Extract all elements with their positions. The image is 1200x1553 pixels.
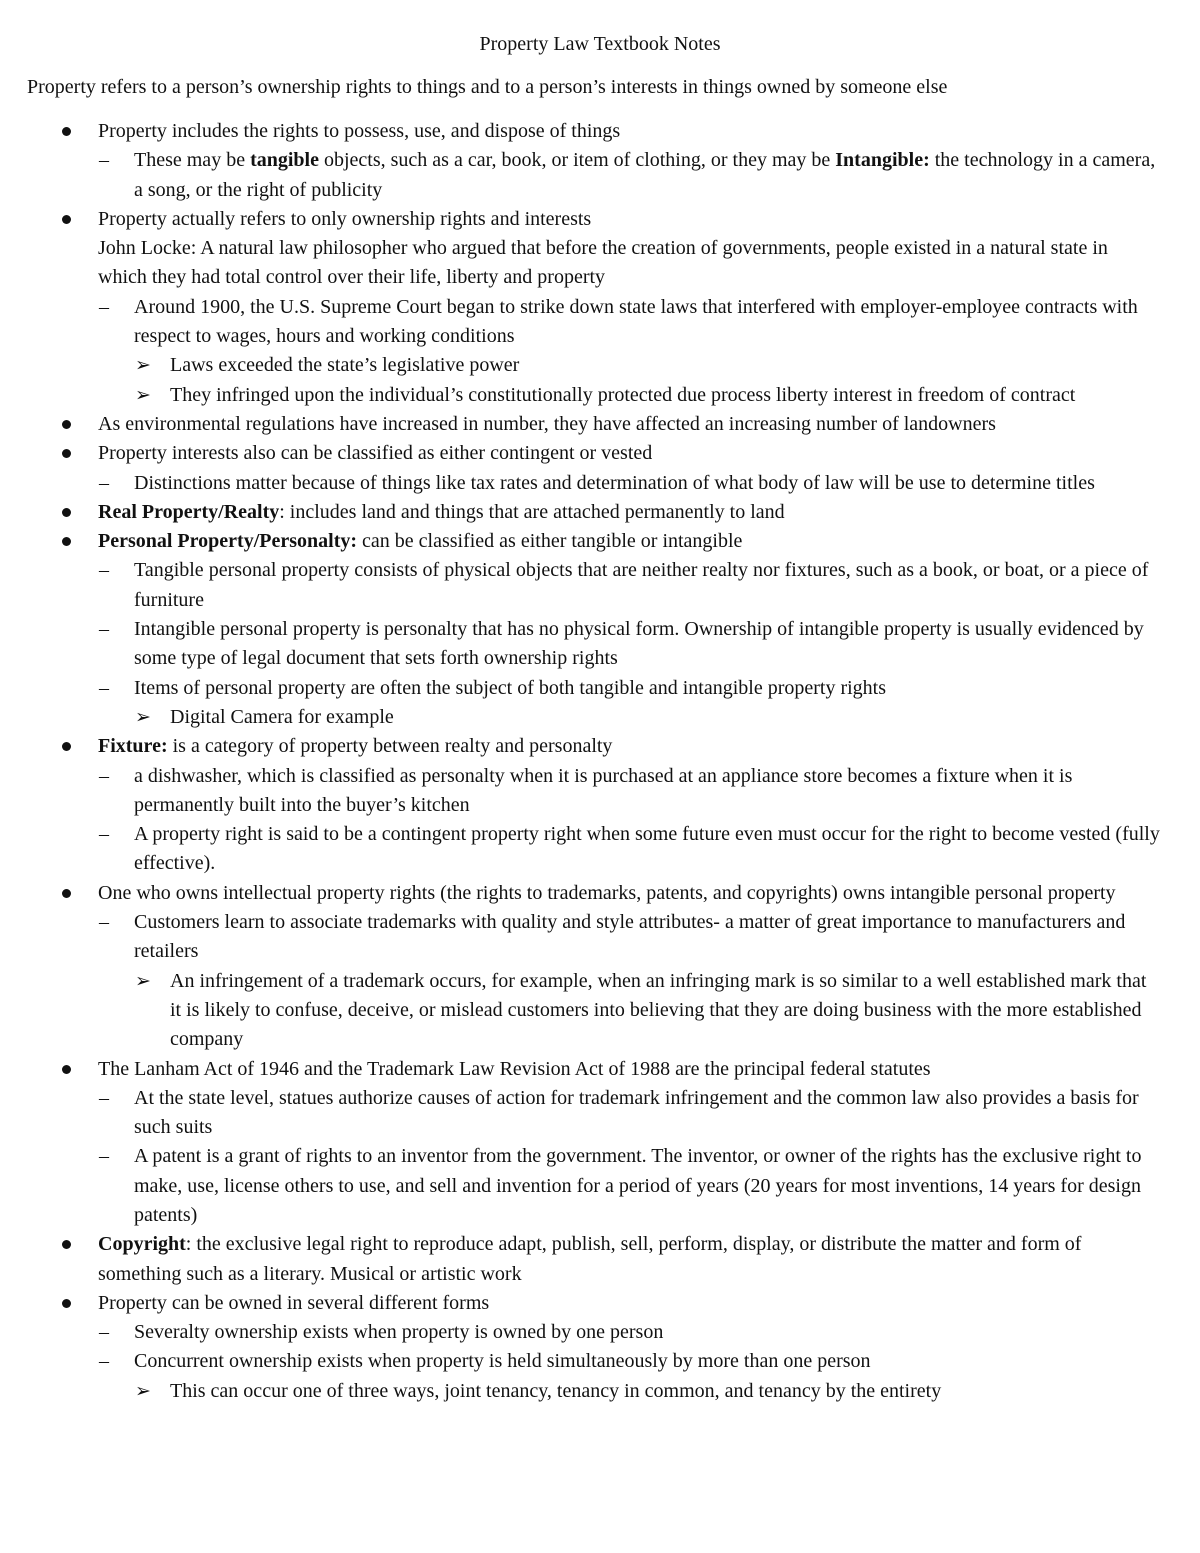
- list-item: Fixture: is a category of property between realty and personalty: [0, 732, 1160, 761]
- dash-icon: –: [99, 764, 109, 787]
- bullet-icon: [58, 498, 78, 527]
- list-item: The Lanham Act of 1946 and the Trademark Law Revision Act of 1988 are the principal federal statutes: [0, 1055, 1160, 1084]
- bullet-icon: [58, 410, 78, 439]
- bold-term: Real Property/Realty: [98, 500, 280, 523]
- list-item: Property interests also can be classified as either contingent or vested: [0, 439, 1160, 468]
- bullet-icon: [58, 732, 78, 761]
- bold-term: Personal Property/Personalty:: [98, 530, 358, 553]
- list-item: Real Property/Realty: includes land and things that are attached permanently to land: [0, 498, 1160, 527]
- intro-paragraph: Property refers to a person’s ownership rights to things and to a person’s interests in things owned by someone else: [27, 76, 948, 98]
- list-item: – Severalty ownership exists when property is owned by one person: [0, 1318, 1160, 1347]
- bullet-icon: [58, 527, 78, 556]
- list-item: – A property right is said to be a contingent property right when some future even must occur for the right to become vested (fully effective).: [0, 820, 1160, 879]
- dash-icon: –: [99, 911, 109, 934]
- list-item: ➢ This can occur one of three ways, joint tenancy, tenancy in common, and tenancy by the entirety: [0, 1377, 1160, 1406]
- bullet-icon: [58, 1230, 78, 1259]
- list-item: ➢ An infringement of a trademark occurs, for example, when an infringing mark is so similar to a well established mark that it is likely to confuse, deceive, or mislead customers into believing that they are doing business with the more established company: [0, 967, 1160, 1055]
- list-item: – Items of personal property are often the subject of both tangible and intangible property rights: [0, 674, 1160, 703]
- dash-icon: –: [99, 471, 109, 494]
- list-item: ➢ Laws exceeded the state’s legislative power: [0, 351, 1160, 380]
- list-item: Copyright: the exclusive legal right to reproduce adapt, publish, sell, perform, display, or distribute the matter and form of something such as a literary. Musical or artistic work: [0, 1230, 1160, 1289]
- bullet-icon: [58, 205, 78, 234]
- arrow-icon: ➢: [135, 970, 151, 992]
- bold-term: tangible: [250, 149, 319, 172]
- list-item: ➢ Digital Camera for example: [0, 703, 1160, 732]
- arrow-icon: ➢: [135, 355, 151, 377]
- list-item: – a dishwasher, which is classified as personalty when it is purchased at an appliance store becomes a fixture when it is permanently built into the buyer’s kitchen: [0, 762, 1160, 821]
- dash-icon: –: [99, 295, 109, 318]
- list-item: – Around 1900, the U.S. Supreme Court began to strike down state laws that interfered with employer-employee contracts with respect to wages, hours and working conditions: [0, 293, 1160, 352]
- list-item: One who owns intellectual property rights (the rights to trademarks, patents, and copyrights) owns intangible personal property: [0, 879, 1160, 908]
- list-item: – Tangible personal property consists of physical objects that are neither realty nor fixtures, such as a book, or boat, or a piece of furniture: [0, 556, 1160, 615]
- dash-icon: –: [99, 559, 109, 582]
- page-title: Property Law Textbook Notes: [479, 33, 721, 55]
- list-continuation: John Locke: A natural law philosopher who argued that before the creation of governments, people existed in a natural state in which they had total control over their life, liberty and property: [98, 237, 1108, 289]
- dash-icon: –: [99, 1086, 109, 1109]
- dash-icon: –: [99, 676, 109, 699]
- list-item: – These may be tangible objects, such as a car, book, or item of clothing, or they may be Intangible: the technology in a camera, a song, or the right of publicity: [0, 146, 1160, 205]
- dash-icon: –: [99, 149, 109, 172]
- list-item: – Customers learn to associate trademarks with quality and style attributes- a matter of great importance to manufacturers and retailers: [0, 908, 1160, 967]
- arrow-icon: ➢: [135, 384, 151, 406]
- bullet-icon: [58, 879, 78, 908]
- bullet-icon: [58, 117, 78, 146]
- arrow-icon: ➢: [135, 1380, 151, 1402]
- list-item: ➢ They infringed upon the individual’s constitutionally protected due process liberty interest in freedom of contract: [0, 381, 1160, 410]
- bullet-icon: [58, 439, 78, 468]
- bold-term: Fixture:: [98, 735, 168, 758]
- bullet-icon: [58, 1289, 78, 1318]
- list-item: – Distinctions matter because of things like tax rates and determination of what body of law will be use to determine titles: [0, 469, 1160, 498]
- notes-list: [0, 117, 1200, 1406]
- dash-icon: –: [99, 618, 109, 641]
- dash-icon: –: [99, 823, 109, 846]
- dash-icon: –: [99, 1321, 109, 1344]
- list-item: – Concurrent ownership exists when property is held simultaneously by more than one person: [0, 1347, 1160, 1376]
- list-item: Property actually refers to only ownership rights and interests: [0, 205, 1160, 234]
- list-item: Property can be owned in several different forms: [0, 1289, 1160, 1318]
- list-item: As environmental regulations have increased in number, they have affected an increasing number of landowners: [0, 410, 1160, 439]
- list-item: – At the state level, statues authorize causes of action for trademark infringement and the common law also provides a basis for such suits: [0, 1084, 1160, 1143]
- bold-term: Copyright: [98, 1233, 186, 1256]
- bullet-icon: [58, 1055, 78, 1084]
- arrow-icon: ➢: [135, 706, 151, 728]
- dash-icon: –: [99, 1145, 109, 1168]
- list-item: – A patent is a grant of rights to an inventor from the government. The inventor, or owner of the rights has the exclusive right to make, use, license others to use, and sell and invention for a period of years (20 years for most inventions, 14 years for design patents): [0, 1142, 1160, 1230]
- list-item: Property includes the rights to possess, use, and dispose of things: [0, 117, 1160, 146]
- dash-icon: –: [99, 1350, 109, 1373]
- list-item: Personal Property/Personalty: can be classified as either tangible or intangible: [0, 527, 1160, 556]
- list-item: – Intangible personal property is personalty that has no physical form. Ownership of intangible property is usually evidenced by some type of legal document that sets forth ownership rights: [0, 615, 1160, 674]
- bold-term: Intangible:: [835, 149, 930, 172]
